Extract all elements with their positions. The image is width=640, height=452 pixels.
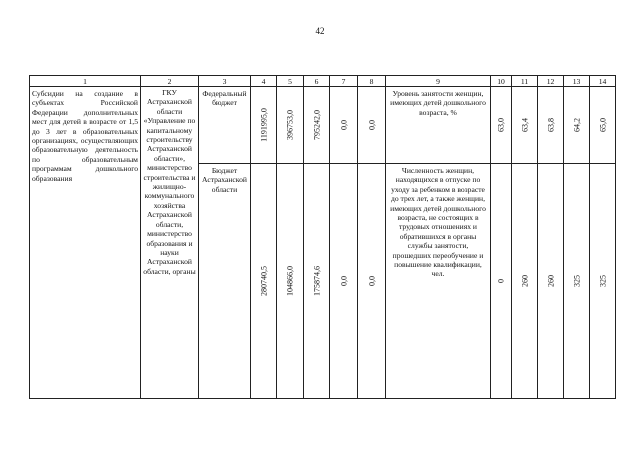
column-number: 5 xyxy=(277,76,304,87)
year3-cell xyxy=(330,87,358,164)
column-number: 14 xyxy=(590,76,616,87)
total-value: 1191995,0 xyxy=(258,108,268,142)
indicator-value-cell xyxy=(538,87,564,164)
column-number: 4 xyxy=(251,76,277,87)
indicator-value-cell xyxy=(491,164,512,399)
total-value: 280740,5 xyxy=(258,266,268,296)
subsidy-description: Субсидии на создание в субъектах Российской Федерации дополнительных мест для детей в возрасте от 1,5 до 3 лет в образовательных организациях, осуществляющих образовательную деятельность по образовательным программам дошкольного образования xyxy=(30,87,141,399)
year4-value: 0,0 xyxy=(366,276,376,286)
year1-cell xyxy=(277,164,304,399)
indicator-value: 260 xyxy=(545,275,555,287)
year2-value: 795242,0 xyxy=(311,110,321,140)
column-number: 8 xyxy=(358,76,386,87)
column-number-row xyxy=(30,76,616,87)
column-number: 9 xyxy=(386,76,491,87)
indicator-value: 63,0 xyxy=(496,118,506,132)
year2-cell xyxy=(304,87,330,164)
indicator-value-cell xyxy=(538,164,564,399)
total-cell xyxy=(251,87,277,164)
indicator-value-cell xyxy=(564,164,590,399)
year1-value: 396753,0 xyxy=(285,110,295,140)
indicator-value-cell xyxy=(512,164,538,399)
year2-cell xyxy=(304,164,330,399)
indicator-value-cell xyxy=(491,87,512,164)
total-cell xyxy=(251,164,277,399)
indicator-value: 325 xyxy=(597,275,607,287)
indicator-cell: Уровень занятости женщин, имеющих детей дошкольного возраста, % xyxy=(386,87,491,164)
program-table xyxy=(29,75,616,399)
year1-cell xyxy=(277,87,304,164)
column-number: 6 xyxy=(304,76,330,87)
indicator-value-cell xyxy=(512,87,538,164)
indicator-cell: Численность женщин, находящихся в отпуске по уходу за ребенком в возрасте до трех лет, а также женщин, имеющих детей дошкольного возраста, не состоящих в трудовых отношениях и обратившихся в органы службы занятости, прошедших переобучение и повышение квалификации, чел. xyxy=(386,164,491,399)
executor-cell: ГКУ Астраханской области «Управление по капитальному строительству Астраханской области», министерство строительства и жилищно-коммунального хозяйства Астраханской области, министерство образования и науки Астраханской области, органы xyxy=(141,87,199,399)
funding-source: Бюджет Астраханской области xyxy=(199,164,251,399)
column-number: 10 xyxy=(491,76,512,87)
year4-cell xyxy=(358,164,386,399)
year4-cell xyxy=(358,87,386,164)
column-number: 13 xyxy=(564,76,590,87)
indicator-value: 64,2 xyxy=(571,118,581,132)
column-number: 2 xyxy=(141,76,199,87)
indicator-value-cell xyxy=(590,164,616,399)
indicator-value-cell xyxy=(564,87,590,164)
indicator-value: 260 xyxy=(519,275,529,287)
year4-value: 0,0 xyxy=(366,120,376,130)
column-number: 11 xyxy=(512,76,538,87)
year1-value: 104866,0 xyxy=(285,266,295,296)
indicator-value: 325 xyxy=(571,275,581,287)
year2-value: 175874,6 xyxy=(311,266,321,296)
year3-value: 0,0 xyxy=(338,120,348,130)
indicator-value: 0 xyxy=(496,279,506,283)
indicator-value-cell xyxy=(590,87,616,164)
indicator-value: 65,0 xyxy=(597,118,607,132)
column-number: 7 xyxy=(330,76,358,87)
column-number: 12 xyxy=(538,76,564,87)
page-number: 42 xyxy=(315,26,325,36)
column-number: 1 xyxy=(30,76,141,87)
table-row xyxy=(30,87,616,164)
year3-cell xyxy=(330,164,358,399)
funding-source: Федеральный бюджет xyxy=(199,87,251,164)
column-number: 3 xyxy=(199,76,251,87)
indicator-value: 63,8 xyxy=(545,118,555,132)
indicator-value: 63,4 xyxy=(519,118,529,132)
year3-value: 0,0 xyxy=(338,276,348,286)
